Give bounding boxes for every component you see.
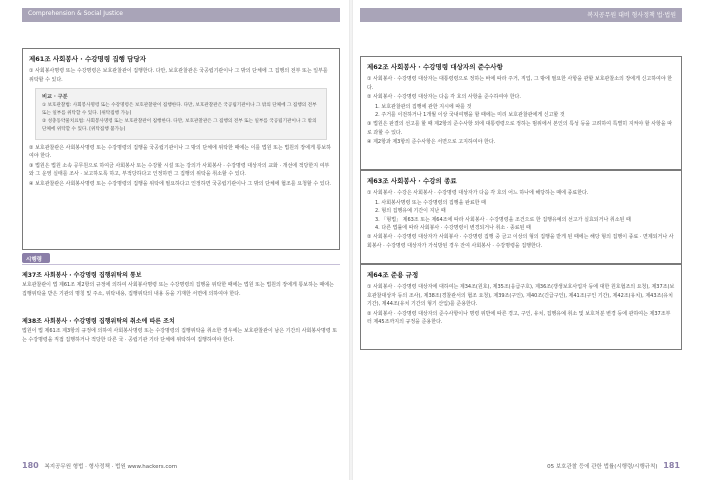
- left-header-bar: [22, 8, 340, 22]
- right-footer-text: 05 보호관찰 등에 관한 법률(시행령/시행규칙): [547, 464, 658, 470]
- page-gutter: [349, 0, 353, 480]
- article-64-title: 제64조 준용 규정: [367, 271, 419, 279]
- article-61-para-1: ① 사회봉사명령 또는 수강명령은 보호관찰관이 집행한다. 다만, 보호관찰관은 국공립기관이나 그 밖의 단체에 그 집행의 전부 또는 일부를 위탁할 수 있다.: [29, 68, 328, 83]
- enforcement-decree-label: 시행령: [26, 256, 42, 263]
- right-page-number: 181: [663, 461, 680, 470]
- comparison-note-item-2: ② 성충동약물치료법: 사회봉사명령 또는 보호관찰관이 집행한다. 다만, 보호관찰관은 그 집행의 전부 또는 일부를 국공립기관이나 그 밖의 단체에 위탁할 수 있다. [위탁집행 불가능]: [42, 119, 317, 132]
- article-64-box: [360, 264, 682, 350]
- article-63-para-2: ② 사회봉사 · 수강명령 대상자가 사회봉사 · 수강명령 집행 중 금고 이상의 형의 집행을 받게 된 때에는 해당 형의 집행이 종료 · 면제되거나 사회봉사 · 수강명령 대상자가 가석방된 경우 잔여 사회봉사 · 수강명령을 집행한다.: [367, 233, 674, 249]
- article-62-para-3: ③ 법원은 판결의 선고를 할 때 제2항의 준수사항 외에 대통령령으로 정하는 범위에서 본인의 특성 등을 고려하여 특별히 지켜야 할 사항을 따로 과할 수 있다.: [367, 120, 673, 136]
- article-61-para-2: ② 보호관찰관은 사회봉사명령 또는 수강명령의 집행을 국공립기관이나 그 밖의 단체에 위탁한 때에는 이를 법원 또는 법원의 장에게 통보하여야 한다.: [29, 144, 331, 160]
- decree-38-title: 제38조 사회봉사 · 수강명령 집행위탁의 취소에 따른 조치: [22, 318, 175, 325]
- article-63-item-2: 2. 형의 집행유예 기간이 지난 때: [375, 208, 446, 215]
- comparison-note-item-1: ① 보호관찰법: 사회봉사명령 또는 수강명령은 보호관찰관이 집행한다. 다만, 보호관찰관은 국공립기관이나 그 밖의 단체에 그 집행의 전부 또는 일부를 위탁할 수 있다. [위탁집행 가능]: [42, 103, 317, 116]
- article-63-box: [360, 170, 682, 264]
- decree-divider: [22, 264, 340, 265]
- right-footer: [547, 461, 680, 470]
- right-header-bar: [360, 8, 682, 22]
- comparison-note: [35, 88, 327, 139]
- article-62-item-2: 2. 주거를 이전하거나 1개월 이상 국내여행을 할 때에는 미리 보호관찰관에게 신고할 것: [375, 112, 565, 119]
- article-64-para-1: ① 사회봉사 · 수강명령 대상자에 대하여는 제34조(원호), 제35조(응급구호), 제36조(갱생보호사업자 등에 대한 원호협조의 요청), 제37조(보호관찰대상자 등의 조사), 제38조(경찰관서의 협조 요청), 제39조(구인), 제40조(긴급구인), 제41조(구인 기간), 제42조(유치), 제43조(유치기간), 제44조(유치 기간의 형기 산입)를 준용한다.: [367, 284, 675, 308]
- article-61-para-3: ③ 법원은 법원 소속 공무원으로 하여금 사회봉사 또는 수강할 시설 또는 강의가 사회봉사 · 수강명령 대상자의 교화 · 개선에 적당한지 여부와 그 운영 실태를 조사 · 보고하도록 하고, 부적당하다고 인정하면 그 집행의 위탁을 취소할 수 있다.: [29, 162, 330, 178]
- enforcement-decree-tag: [22, 253, 50, 263]
- decree-article-38: [22, 316, 340, 345]
- decree-38-text: 법원이 법 제61조 제3항의 규정에 의하여 사회봉사명령 또는 수강명령의 집행위탁을 취소한 경우에는 보호관찰관이 남은 기간의 사회봉사명령 또는 수강명령을 직접 집행하거나 적당한 다른 국 · 공립기관 기타 단체에 위탁하여 집행하여야 한다.: [22, 328, 338, 343]
- comparison-note-title: 비교 · 구분: [42, 94, 68, 101]
- article-63-title: 제63조 사회봉사 · 수강의 종료: [367, 177, 457, 185]
- left-page-number: 180: [22, 461, 39, 470]
- article-63-item-3: 3. 「형법」 제63조 또는 제64조에 따라 사회봉사 · 수강명령을 조건으로 한 집행유예의 선고가 실효되거나 취소된 때: [375, 216, 631, 223]
- article-62-para-2: ② 사회봉사 · 수강명령 대상자는 다음 각 호의 사항을 준수하여야 한다.: [367, 94, 521, 101]
- article-63-para-1: ① 사회봉사 · 수강은 사회봉사 · 수강명령 대상자가 다음 각 호의 어느 하나에 해당하는 때에 종료한다.: [367, 190, 589, 196]
- left-footer-text: 복지공무원 형법 · 형사정책 · 법원 www.hackers.com: [44, 464, 178, 470]
- left-header-label: Comprehension & Social Justice: [28, 10, 124, 17]
- article-62-para-1: ① 사회봉사 · 수강명령 대상자는 대통령령으로 정하는 바에 따라 주거, 직업, 그 밖에 필요한 사항을 관할 보호관찰소의 장에게 신고하여야 한다.: [367, 76, 673, 91]
- article-61-box: [22, 48, 340, 250]
- decree-37-text: 보호관찰관이 법 제61조 제2항의 규정에 의하여 사회봉사명령 또는 수강명령의 집행을 위탁한 때에는 법원 또는 법원의 장에게 통보하는 때에는 집행위탁을 받은 기관의 명칭 및 주소, 위탁내용, 집행위탁의 내용 등을 기재한 서면에 의하여야 한다.: [22, 282, 334, 297]
- article-62-para-4: ④ 제2항과 제3항의 준수사항은 서면으로 고지하여야 한다.: [367, 139, 496, 146]
- article-62-title: 제62조 사회봉사 · 수강명령 대상자의 준수사항: [367, 63, 503, 71]
- article-61-para-4: ④ 보호관찰관은 사회봉사명령 또는 수강명령의 집행을 위탁에 필요하다고 인정하면 국공립기관이나 그 밖의 단체에 협조를 요청할 수 있다.: [29, 180, 331, 187]
- right-header-label: 복지공무원 대비 형사정책 법·법원: [587, 12, 676, 19]
- left-footer: [22, 461, 177, 470]
- article-62-item-1: 1. 보호관찰관의 집행에 관한 지시에 따를 것: [375, 103, 472, 110]
- article-61-title: 제61조 사회봉사 · 수강명령 집행 담당자: [29, 55, 147, 63]
- article-62-box: [360, 56, 682, 170]
- article-63-item-1: 1. 사회봉사명령 또는 수강명령의 집행을 완료한 때: [375, 199, 486, 206]
- decree-article-37: [22, 270, 340, 299]
- article-63-item-4: 4. 다른 법률에 따라 사회봉사 · 수강명령이 변경되거나 취소 · 종료된 때: [375, 225, 531, 232]
- decree-37-title: 제37조 사회봉사 · 수강명령 집행위탁의 통보: [22, 272, 142, 279]
- article-64-para-2: ② 사회봉사 · 수강명령 대상자의 준수사항이나 명령 위반에 따른 경고, 구인, 유치, 집행유예 취소 및 보호처분 변경 등에 관하여는 제37조부터 제45조까지의 규정을 준용한다.: [367, 310, 671, 326]
